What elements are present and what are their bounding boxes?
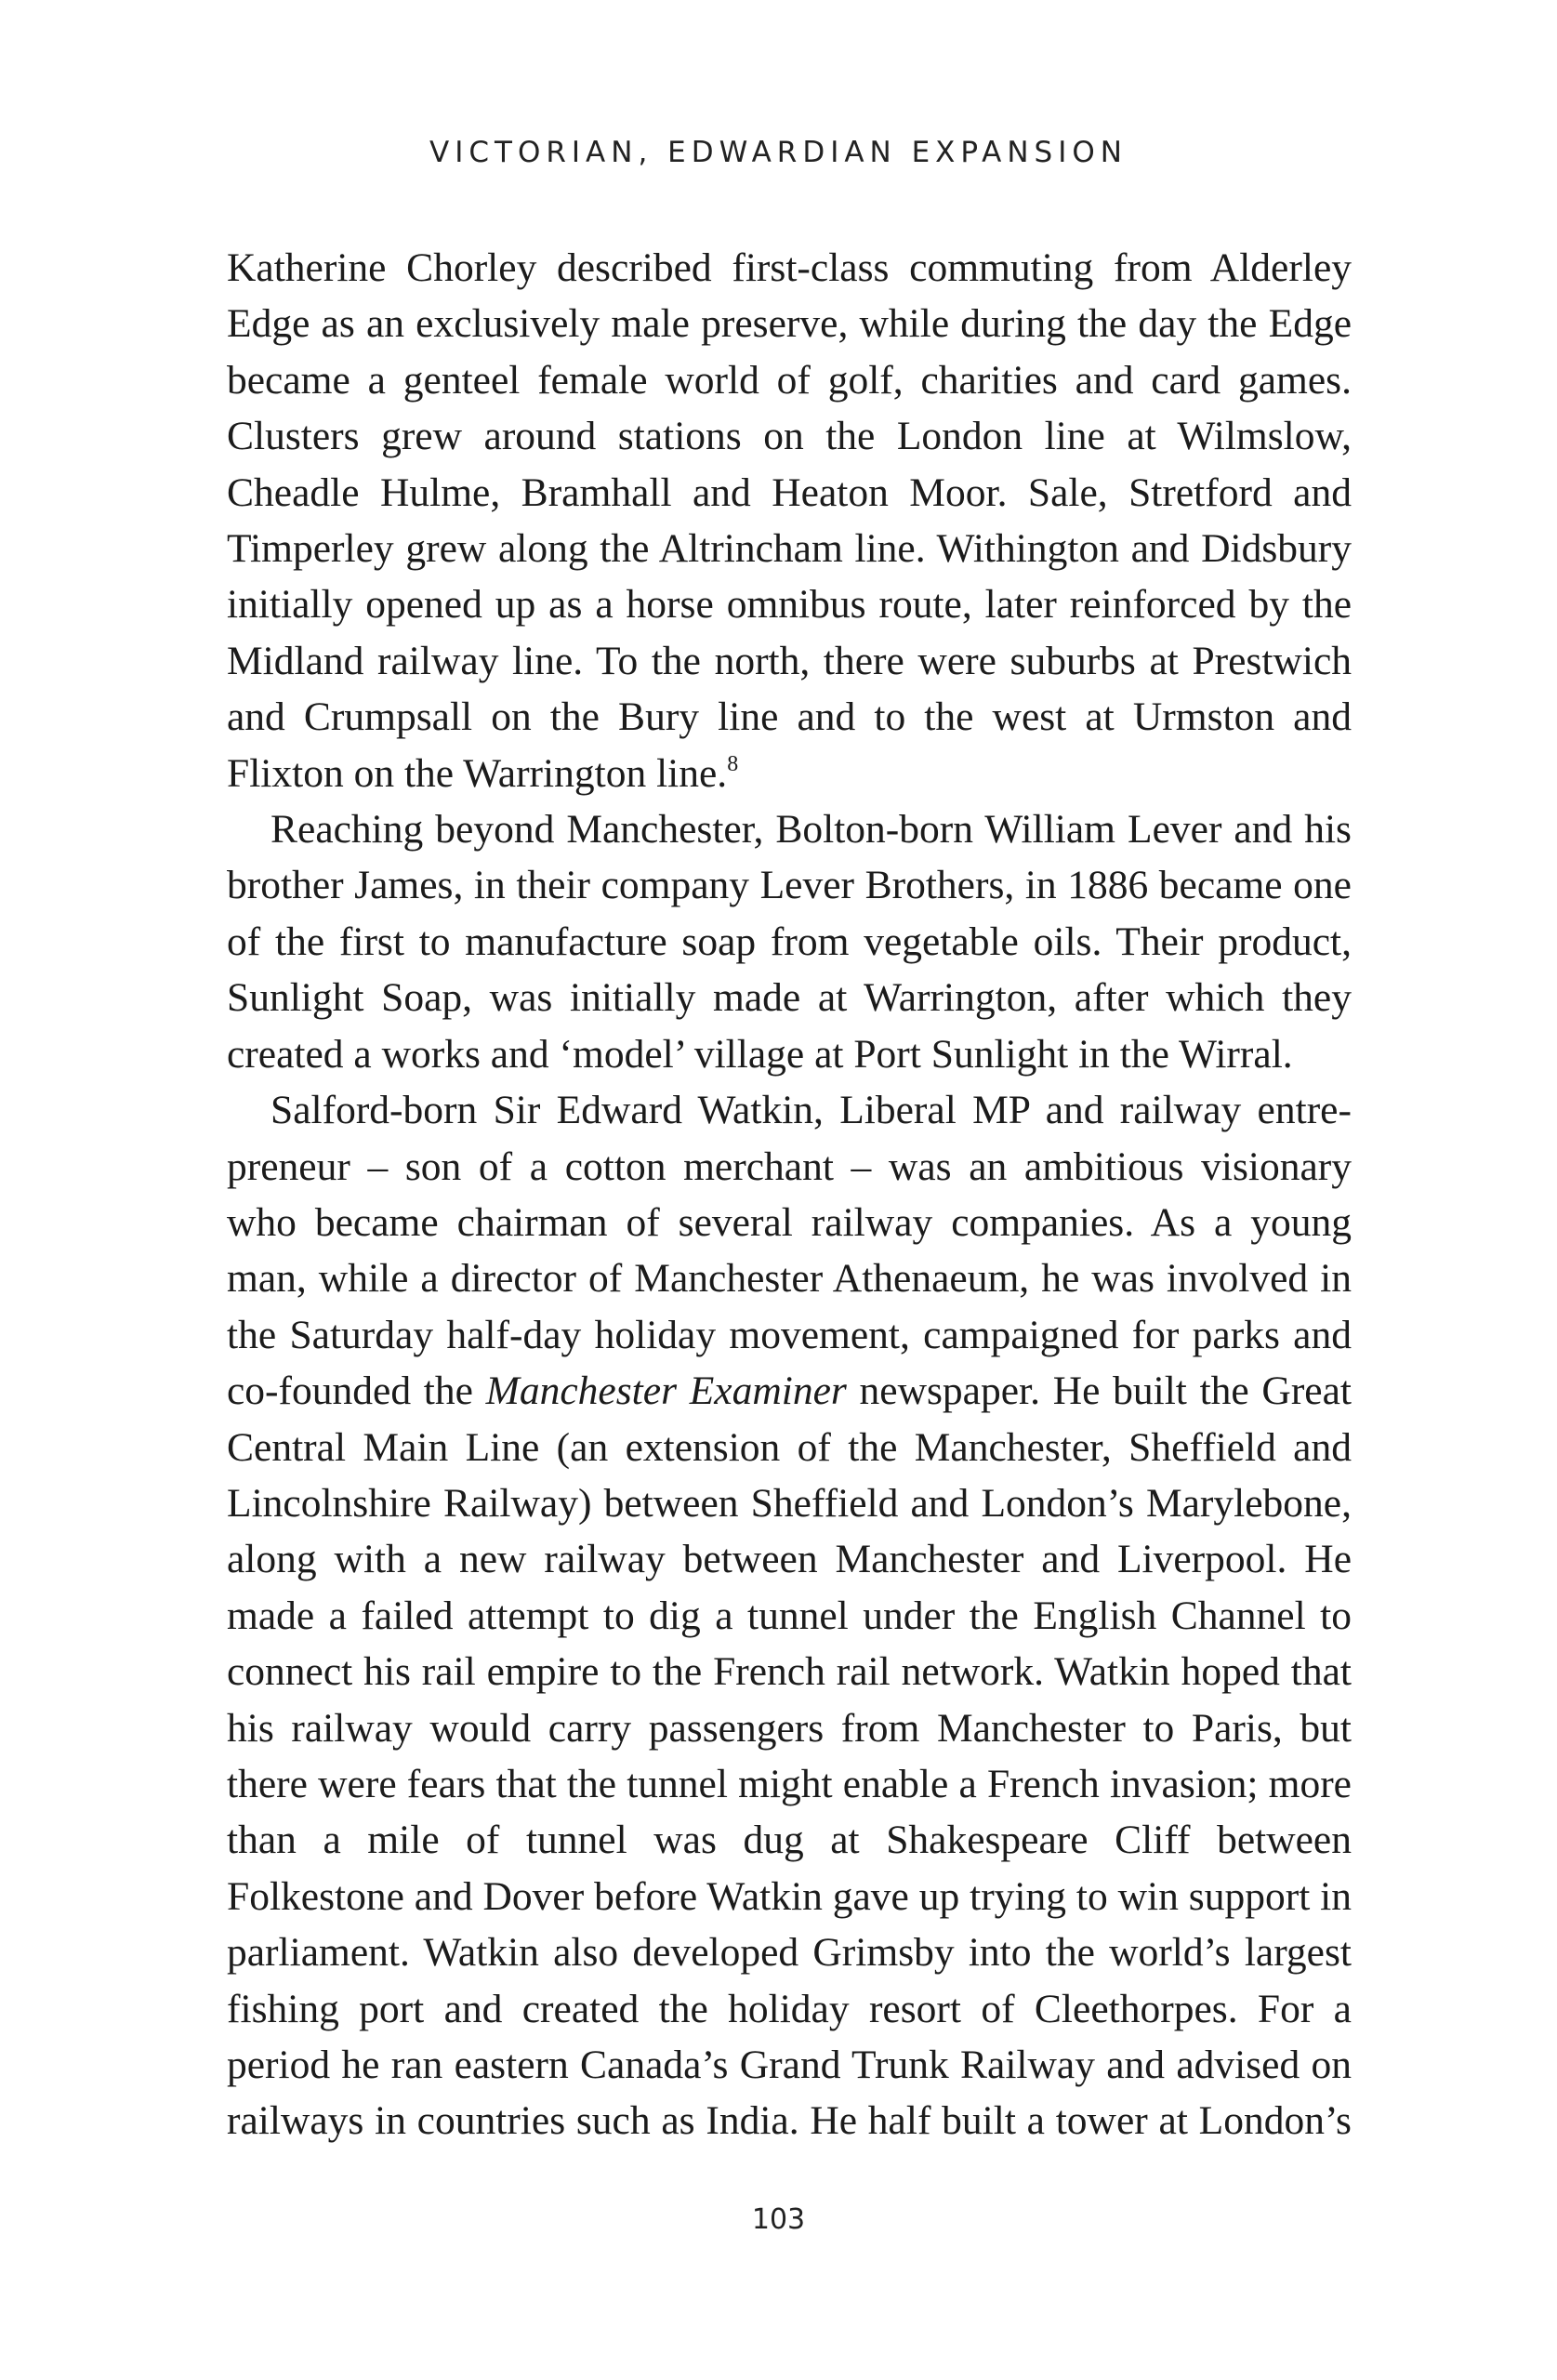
running-head: VICTORIAN, EDWARDIAN EXPANSION: [429, 136, 1128, 169]
body-text: [227, 240, 1352, 2149]
page-number: 103: [751, 2203, 806, 2236]
paragraph-1-text: Katherine Chorley described first-class commuting from Alderley Edge as an exclusively male preserve, while during the day the Edge became a genteel female world of golf, charities and card games. Clusters grew around stations on the London line at Wilmslow, Cheadle Hulme, Bramhall and Heaton Moor. Sale, Stretford and Timperley grew along the Altrincham line. Withington and Didsbury initially opened up as a horse omnibus route, later reinforced by the Midland railway line. To the north, there were suburbs at Prestwich and Crumpsall on the Bury line and to the west at Urmston and Flixton on the Warrington line.: [227, 245, 1352, 796]
newspaper-title: Manchester Examiner: [485, 1368, 847, 1414]
paragraph-3-text-start: Salford-born Sir Edward Watkin, Liberal MP and railway entrepreneur – son of a cotton merchant – was an ambitious visionary who became chairman of several railway companies. As a young man, while a director of Manchester Athenaeum, he was involved in the Saturday half-day holiday movement, campaigned for parks and co-founded the: [227, 1088, 1352, 1414]
paragraph-3: [227, 1082, 1352, 2149]
footnote-marker: 8: [727, 751, 739, 776]
paragraph-2: Reaching beyond Manchester, Bolton-born William Lever and his brother James, in their company Lever Brothers, in 1886 became one of the first to manufacture soap from vegetable oils. Their product, Sunlight Soap, was initially made at Warrington, after which they created a works and ‘model’ village at Port Sunlight in the Wirral.: [227, 807, 1352, 1077]
paragraph-3-text-end: newspaper. He built the Great Central Main Line (an extension of the Manchester, Sheffield and Lincolnshire Railway) between Sheffield and London’s Marylebone, along with a new railway between Manchester and Liverpool. He made a failed attempt to dig a tunnel under the English Channel to connect his rail empire to the French rail network. Watkin hoped that his railway would carry passengers from Manchester to Paris, but there were fears that the tunnel might enable a French invasion; more than a mile of tunnel was dug at Shakespeare Cliff between Folkestone and Dover before Watkin gave up trying to win support in parliament. Watkin also developed Grimsby into the world’s largest fishing port and created the holiday resort of Cleethorpes. For a period he ran eastern Canada’s Grand Trunk Railway and advised on railways in countries such as India. He half built a tower at London’s: [227, 1368, 1352, 2144]
paragraph-1: [227, 240, 1352, 801]
